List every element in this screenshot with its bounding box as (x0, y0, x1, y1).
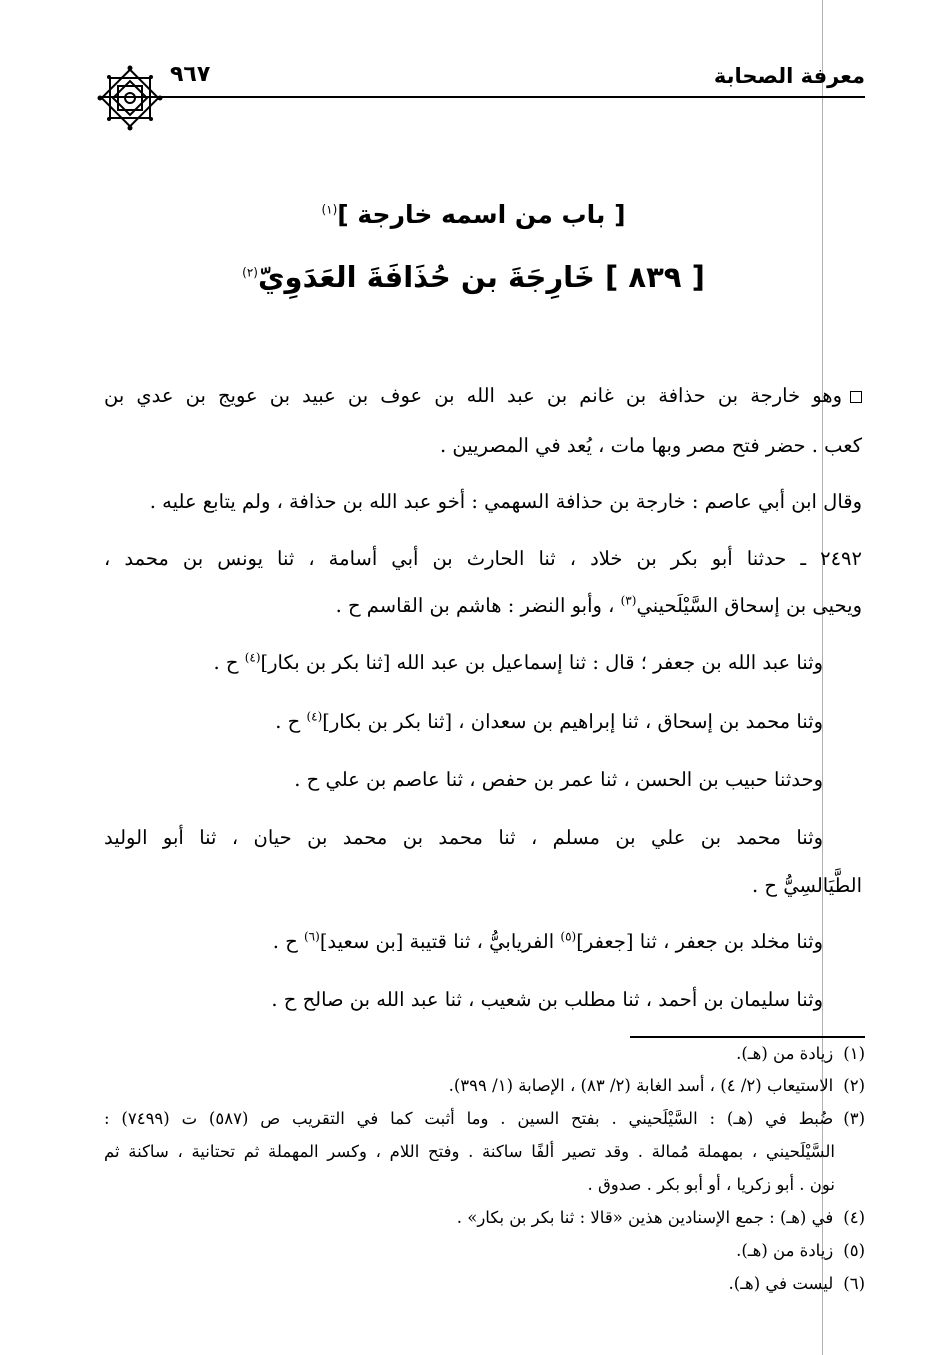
body-line: وثنا مخلد بن جعفر ، ثنا [جعفر]$^{(٥)}$ الفريابيُّ ، ثنا قتيبة [بن سعيد]$^{(٦)}$ ح . (272, 929, 823, 953)
footnote-rule (630, 1036, 865, 1038)
body-line: وثنا عبد الله بن جعفر ؛ قال : ثنا إسماعيل بن عبد الله [ثنا بكر بن بكار]$^{(٤)}$ ح . (213, 650, 823, 674)
body-line: ويحيى بن إسحاق السَّيْلَحيني$^{(٣)}$ ، وأبو النضر : هاشم بن القاسم ح . (335, 593, 862, 617)
body-line: ٢٤٩٢ ـ حدثنا أبو بكر بن خلاد ، ثنا الحارث بن أبي أسامة ، ثنا يونس بن محمد ، (104, 547, 862, 570)
footnote: (٥)زيادة من (هـ). (736, 1241, 865, 1260)
footnote-number: (٤) (843, 1208, 865, 1227)
footnote-ref: (٤) (244, 650, 261, 665)
page-number: ٩٦٧ (170, 62, 211, 87)
footnote-ref: (٣) (620, 593, 637, 608)
footnote-number: (٥) (843, 1241, 865, 1260)
body-line: الطَّيَالسِيُّ ح . (752, 874, 862, 897)
footnote-ref: (٦) (303, 929, 320, 944)
section-title: [ باب من اسمه خارجة ] (337, 200, 626, 229)
body-line: وثنا محمد بن إسحاق ، ثنا إبراهيم بن سعدان ، [ثنا بكر بن بكار]$^{(٤)}$ ح . (275, 709, 823, 733)
entry-title: [ ٨٣٩ ] خَارِجَةَ بن حُذَافَةَ العَدَوِيّ (257, 260, 705, 294)
body-line: وهو خارجة بن حذافة بن غانم بن عبد الله بن عوف بن عبيد بن عويج بن عدي بن (104, 386, 862, 406)
footnote: (١)زيادة من (هـ). (736, 1044, 865, 1063)
footnote: (٦)ليست في (هـ). (728, 1274, 865, 1293)
body-line: وقال ابن أبي عاصم : خارجة بن حذافة السهمي : أخو عبد الله بن حذافة ، ولم يتابع عليه . (149, 490, 862, 513)
footnote-ref: (٢) (242, 265, 258, 280)
body-line: وحدثنا حبيب بن الحسن ، ثنا عمر بن حفص ، ثنا عاصم بن علي ح . (294, 768, 823, 791)
footnote-number: (٢) (843, 1076, 865, 1095)
footnote-number: (٦) (843, 1274, 865, 1293)
header-rule (100, 96, 865, 98)
footnote-ref: (١) (321, 202, 338, 217)
footnote-ref: (٥) (560, 929, 577, 944)
paragraph-box-icon (850, 391, 862, 403)
body-line: وثنا سليمان بن أحمد ، ثنا مطلب بن شعيب ، ثنا عبد الله بن صالح ح . (271, 988, 823, 1011)
footnote: (٢)الاستيعاب (٢/ ٤) ، أسد الغابة (٢/ ٨٣) ، الإصابة (١/ ٣٩٩). (448, 1076, 865, 1095)
section-heading (0, 200, 947, 229)
body-line: وثنا محمد بن علي بن مسلم ، ثنا محمد بن محمد بن حيان ، ثنا أبو الوليد (104, 826, 823, 849)
footnote-number: (١) (843, 1044, 865, 1063)
body-line: كعب . حضر فتح مصر وبها مات ، يُعد في المصريين . (440, 434, 862, 457)
footnote-continuation: السَّيْلَحيني ، بمهملة مُمالة . وقد تصير ألفًا ساكنة . وفتح اللام ، وكسر المهملة ثم تحتانية ، ساكنة ثم (104, 1142, 835, 1161)
footnote-ref: (٤) (306, 709, 323, 724)
running-title: معرفة الصحابة (713, 64, 865, 88)
footnote-number: (٣) (843, 1109, 865, 1128)
octagonal-star-ornament-icon (96, 64, 164, 132)
entry-heading (0, 260, 947, 294)
footnote: (٣)ضُبط في (هـ) : السَّيْلَحيني . بفتح السين . وما أثبت كما في التقريب ص (٥٨٧) ت (٧٤٩٩) : (104, 1109, 865, 1128)
footnote: (٤)في (هـ) : جمع الإسنادين هذين «قالا : ثنا بكر بن بكار» . (456, 1208, 865, 1227)
footnote-continuation: نون . أبو زكريا ، أو أبو بكر . صدوق . (587, 1175, 835, 1194)
